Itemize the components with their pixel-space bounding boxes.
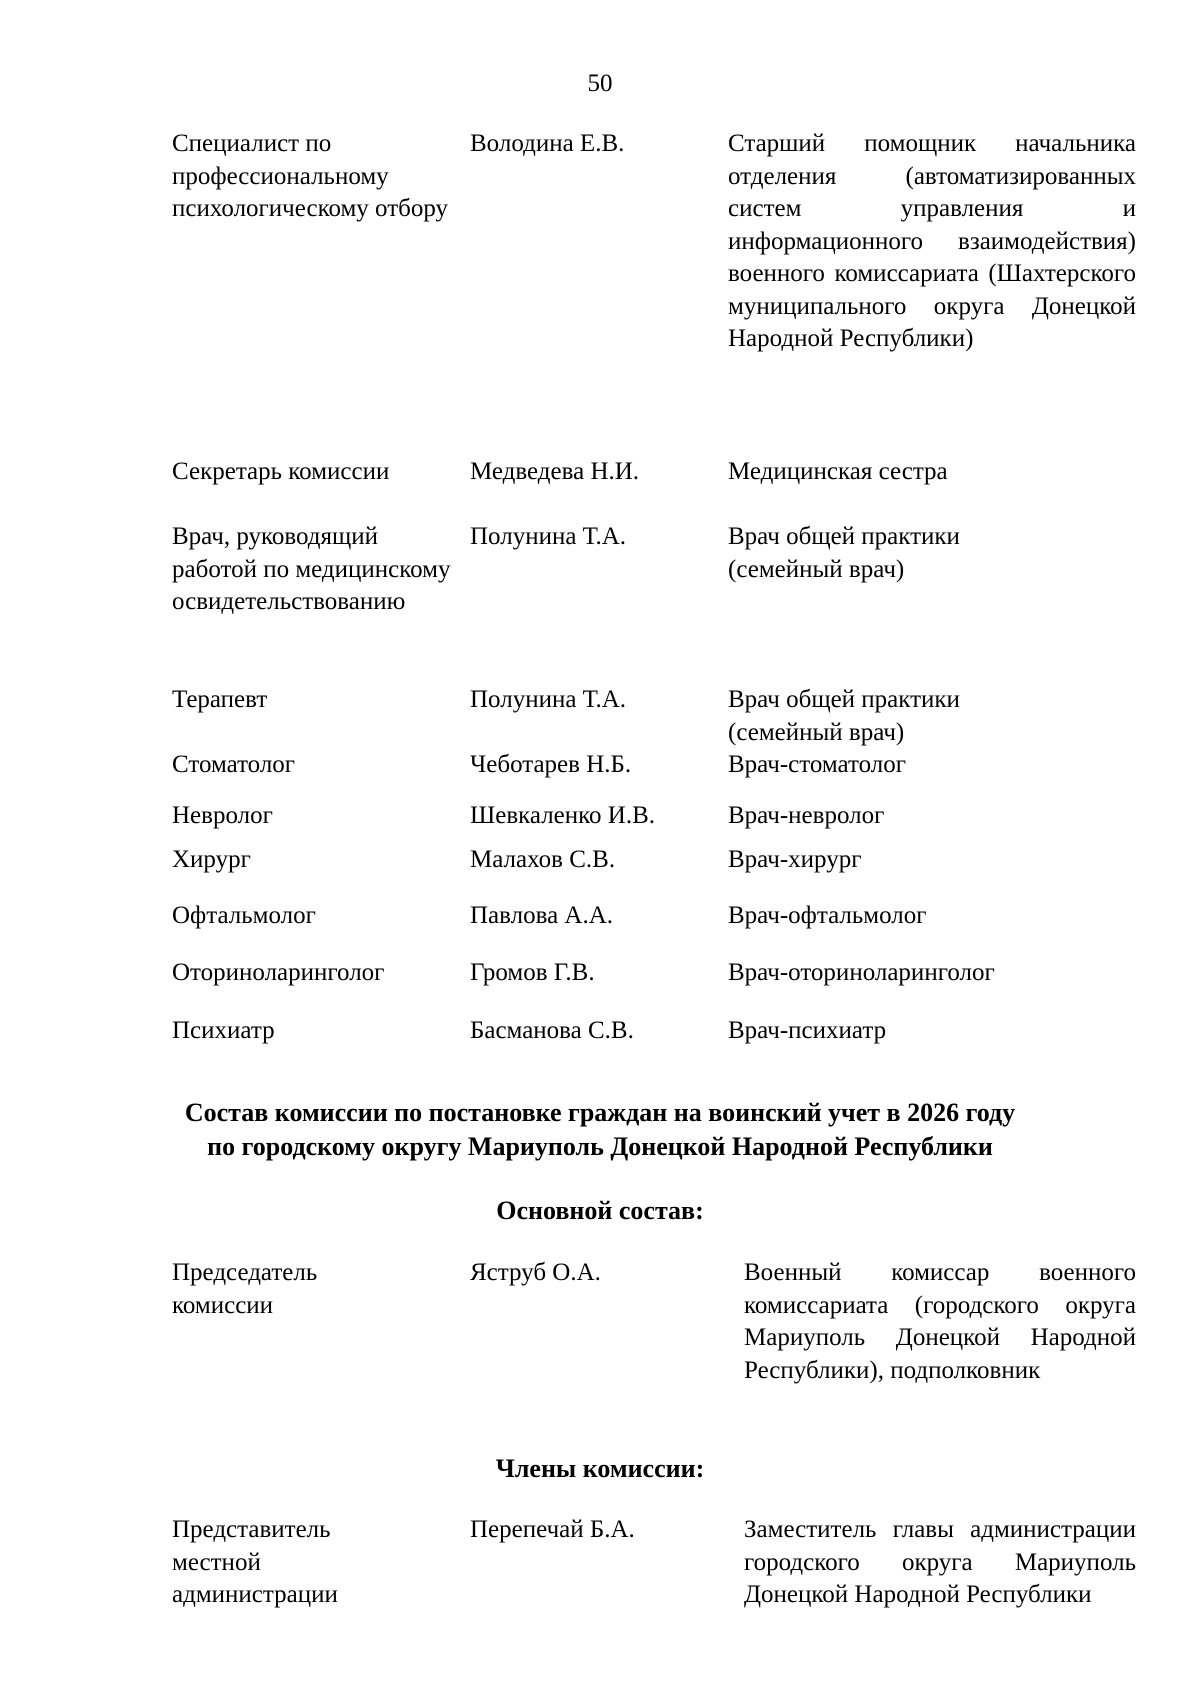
name-cell: Павлова А.А.	[470, 902, 614, 929]
role-cell: Стоматолог	[172, 751, 296, 778]
position-cell: Врач-оториноларинголог	[728, 959, 995, 986]
position-cell: Военный комиссар военного комиссариата (городского округа Мариуполь Донецкой Народной Республики), подполковник	[744, 1259, 1136, 1384]
name-cell: Полунина Т.А.	[470, 686, 627, 713]
position-cell: Врач-психиатр	[728, 1017, 887, 1044]
role-cell: Представитель местной администрации	[172, 1516, 338, 1608]
position-cell: Врач-невролог	[728, 802, 885, 829]
role-cell: Хирург	[172, 846, 251, 873]
members-heading: Члены комиссии:	[495, 1454, 705, 1483]
role-cell: Председатель комиссии	[172, 1259, 318, 1319]
position-cell: Заместитель главы администрации городского округа Мариуполь Донецкой Народной Республики	[744, 1516, 1136, 1608]
position-cell: Врач общей практики (семейный врач)	[728, 686, 960, 746]
position-cell: Врач-хирург	[728, 846, 862, 873]
position-cell: Медицинская сестра	[728, 458, 948, 485]
name-cell: Шевкаленко И.В.	[470, 802, 656, 829]
name-cell: Медведева Н.И.	[470, 458, 640, 485]
name-cell: Яструб О.А.	[470, 1259, 601, 1286]
role-cell: Психиатр	[172, 1017, 275, 1044]
name-cell: Басманова С.В.	[470, 1017, 634, 1044]
position-cell: Врач-офтальмолог	[728, 902, 927, 929]
name-cell: Полунина Т.А.	[470, 523, 627, 550]
name-cell: Володина Е.В.	[470, 130, 625, 157]
role-cell: Офтальмолог	[172, 902, 316, 929]
section-title-line2: по городскому округу Мариуполь Донецкой Народной Республики	[207, 1132, 993, 1161]
position-cell: Старший помощник начальника отделения (автоматизированных систем управления и информационного взаимодействия) военного комиссариата (Шахтерского муниципального округа Донецкой Народной Республики)	[728, 130, 1136, 352]
role-cell: Специалист по профессиональному психологическому отбору	[172, 130, 449, 222]
role-cell: Терапевт	[172, 686, 268, 713]
position-cell: Врач общей практики (семейный врач)	[728, 523, 960, 583]
main-composition-heading: Основной состав:	[496, 1196, 704, 1225]
role-cell: Невролог	[172, 802, 273, 829]
page-number: 50	[587, 70, 613, 97]
name-cell: Чеботарев Н.Б.	[470, 751, 632, 778]
position-cell: Врач-стоматолог	[728, 751, 906, 778]
role-cell: Врач, руководящий работой по медицинскому освидетельствованию	[172, 523, 451, 615]
role-cell: Секретарь комиссии	[172, 458, 390, 485]
role-cell: Оториноларинголог	[172, 959, 385, 986]
name-cell: Перепечай Б.А.	[470, 1516, 635, 1543]
name-cell: Малахов С.В.	[470, 846, 616, 873]
section-title-line1: Состав комиссии по постановке граждан на воинский учет в 2026 году	[184, 1098, 1016, 1127]
name-cell: Громов Г.В.	[470, 959, 595, 986]
